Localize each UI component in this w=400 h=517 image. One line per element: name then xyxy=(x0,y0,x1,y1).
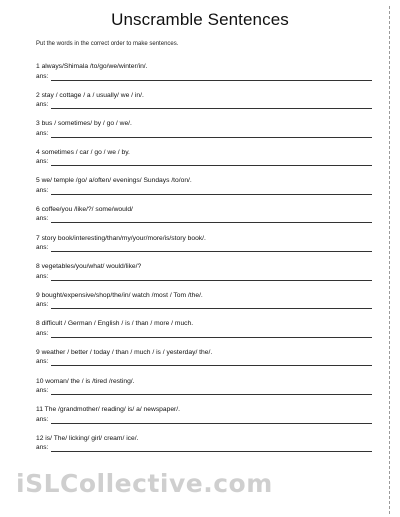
answer-label: ans: xyxy=(36,129,49,137)
question-text: 3 bus / sometimes/ by / go / we/. xyxy=(36,120,132,128)
question-item xyxy=(36,263,372,292)
question-text: 6 coffee/you /like/?/ some/would/ xyxy=(36,205,133,213)
question-item xyxy=(36,92,372,121)
answer-line[interactable] xyxy=(51,423,372,424)
answer-row[interactable] xyxy=(36,330,372,339)
question-text: 2 stay / cottage / a / usually/ we / in/. xyxy=(36,91,144,99)
answer-label: ans: xyxy=(36,101,49,109)
answer-label: ans: xyxy=(36,158,49,166)
question-text: 11 The /grandmother/ reading/ is/ a/ newspaper/. xyxy=(36,406,180,414)
answer-line[interactable] xyxy=(51,337,372,338)
answer-line[interactable] xyxy=(51,80,372,81)
page-title: Unscramble Sentences xyxy=(111,10,289,29)
answer-label: ans: xyxy=(36,301,49,309)
answer-label: ans: xyxy=(36,244,49,252)
question-item xyxy=(36,406,372,435)
answer-row[interactable] xyxy=(36,387,372,396)
question-item xyxy=(36,235,372,264)
question-item xyxy=(36,349,372,378)
answer-row[interactable] xyxy=(36,301,372,310)
answer-line[interactable] xyxy=(51,251,372,252)
margin-rule xyxy=(389,6,390,514)
answer-line[interactable] xyxy=(51,194,372,195)
instructions: Put the words in the correct order to make sentences. xyxy=(36,41,179,47)
answer-row[interactable] xyxy=(36,444,372,453)
answer-label: ans: xyxy=(36,444,49,452)
answer-line[interactable] xyxy=(51,365,372,366)
answer-label: ans: xyxy=(36,186,49,194)
question-item xyxy=(36,378,372,407)
question-text: 9 weather / better / today / than / much / is / yesterday/ the/. xyxy=(36,348,213,356)
question-text: 4 sometimes / car / go / we / by. xyxy=(36,148,130,156)
answer-line[interactable] xyxy=(51,222,372,223)
watermark-logo: iSLCollective.com xyxy=(16,469,273,498)
answer-line[interactable] xyxy=(51,308,372,309)
question-text: 8 vegetables/you/what/ would/like/? xyxy=(36,263,142,271)
answer-row[interactable] xyxy=(36,73,372,82)
answer-label: ans: xyxy=(36,215,49,223)
question-item xyxy=(36,177,372,206)
answer-label: ans: xyxy=(36,358,49,366)
question-text: 7 story book/interesting/than/my/your/more/is/story book/. xyxy=(36,234,206,242)
answer-line[interactable] xyxy=(51,280,372,281)
answer-line[interactable] xyxy=(51,394,372,395)
question-text: 12 is/ The/ licking/ girl/ cream/ ice/. xyxy=(36,434,139,442)
answer-row[interactable] xyxy=(36,158,372,167)
answer-row[interactable] xyxy=(36,244,372,253)
answer-row[interactable] xyxy=(36,273,372,282)
question-item xyxy=(36,320,372,349)
question-text: 5 we/ temple /go/ a/often/ evenings/ Sundays /to/on/. xyxy=(36,177,192,185)
question-item xyxy=(36,63,372,92)
question-item xyxy=(36,149,372,178)
question-item xyxy=(36,435,372,464)
answer-label: ans: xyxy=(36,415,49,423)
answer-row[interactable] xyxy=(36,130,372,139)
question-list xyxy=(36,63,372,463)
answer-label: ans: xyxy=(36,329,49,337)
question-text: 9 bought/expensive/shop/the/in/ watch /most / Tom /the/. xyxy=(36,291,203,299)
question-text: 10 woman/ the / is /tired /resting/. xyxy=(36,377,135,385)
answer-line[interactable] xyxy=(51,451,372,452)
question-item xyxy=(36,292,372,321)
question-item xyxy=(36,206,372,235)
answer-label: ans: xyxy=(36,272,49,280)
answer-row[interactable] xyxy=(36,215,372,224)
answer-label: ans: xyxy=(36,387,49,395)
answer-row[interactable] xyxy=(36,358,372,367)
answer-label: ans: xyxy=(36,72,49,80)
answer-row[interactable] xyxy=(36,101,372,110)
question-text: 1 always/Shimala /to/go/we/winter/in/. xyxy=(36,63,148,70)
question-item xyxy=(36,120,372,149)
answer-row[interactable] xyxy=(36,416,372,425)
answer-row[interactable] xyxy=(36,187,372,196)
question-text: 8 difficult / German / English / is / than / more / much. xyxy=(36,320,194,328)
answer-line[interactable] xyxy=(51,165,372,166)
answer-line[interactable] xyxy=(51,108,372,109)
answer-line[interactable] xyxy=(51,137,372,138)
